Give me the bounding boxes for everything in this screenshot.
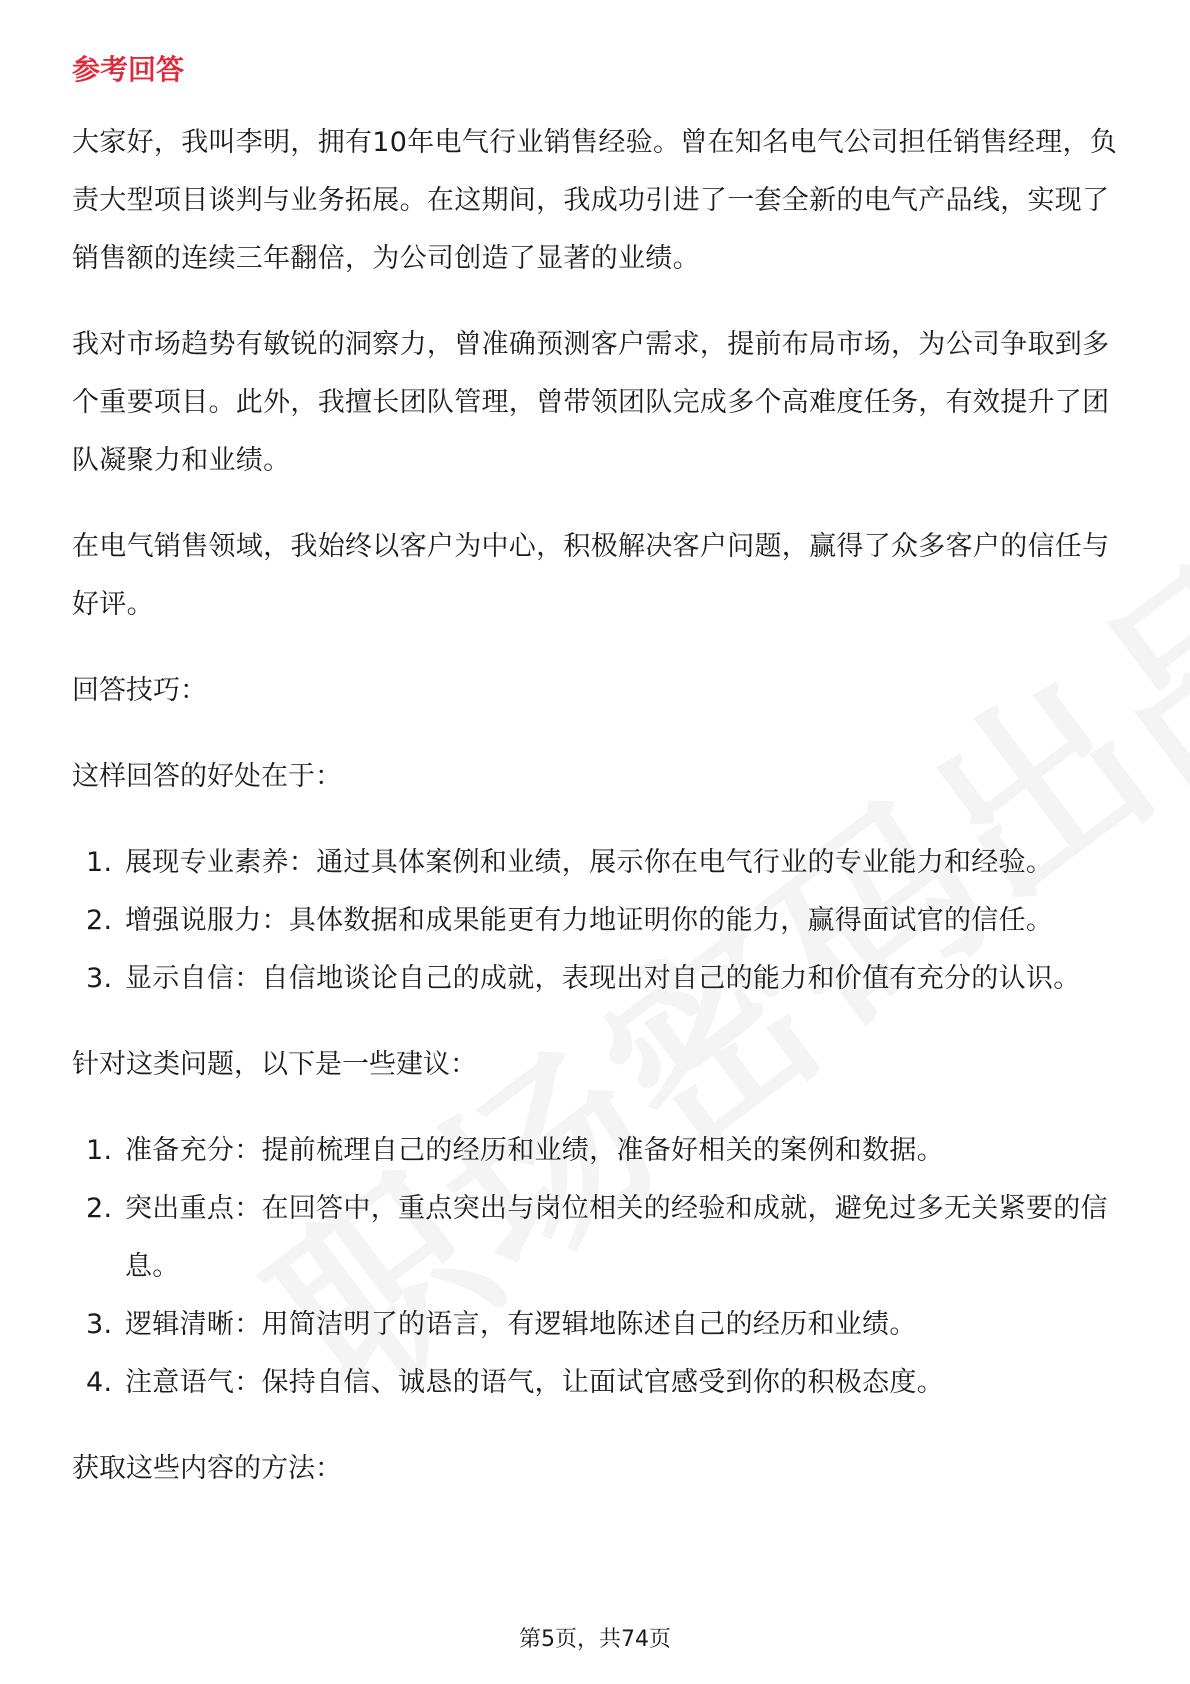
intro-paragraph-1: 大家好，我叫李明，拥有10年电气行业销售经验。曾在知名电气公司担任销售经理，负责大型项目谈判与业务拓展。在这期间，我成功引进了一套全新的电气产品线，实现了销售额的连续三年翻倍，为公司创造了显著的业绩。 [72, 127, 1118, 274]
intro-paragraph-2: 我对市场趋势有敏锐的洞察力，曾准确预测客户需求，提前布局市场，为公司争取到多个重要项目。此外，我擅长团队管理，曾带领团队完成多个高难度任务，有效提升了团队凝聚力和业绩。 [72, 329, 1110, 476]
list-item [72, 892, 1122, 950]
list-number: 2. [86, 905, 113, 936]
section-title: 参考回答 [72, 53, 185, 86]
tips-heading: 回答技巧： [72, 675, 207, 706]
advice-heading: 针对这类问题，以下是一些建议： [72, 1049, 477, 1080]
list-text: 逻辑清晰：用简洁明了的语言，有逻辑地陈述自己的经历和业绩。 [125, 1309, 917, 1340]
advice-list [72, 1122, 1122, 1412]
list-number: 1. [86, 847, 113, 878]
benefits-list [72, 834, 1122, 1008]
list-text: 增强说服力：具体数据和成果能更有力地证明你的能力，赢得面试官的信任。 [125, 905, 1054, 936]
document-page [72, 48, 1122, 1526]
list-item [72, 1354, 1122, 1412]
list-text: 准备充分：提前梳理自己的经历和业绩，准备好相关的案例和数据。 [125, 1135, 944, 1166]
list-text: 注意语气：保持自信、诚恳的语气，让面试官感受到你的积极态度。 [125, 1367, 944, 1398]
method-heading: 获取这些内容的方法： [72, 1453, 342, 1484]
list-number: 4. [86, 1367, 113, 1398]
list-item [72, 1180, 1122, 1296]
list-item [72, 950, 1122, 1008]
list-number: 3. [86, 1309, 113, 1340]
list-item [72, 834, 1122, 892]
intro-paragraph-3: 在电气销售领域，我始终以客户为中心，积极解决客户问题，赢得了众多客户的信任与好评。 [72, 531, 1110, 620]
list-text: 突出重点：在回答中，重点突出与岗位相关的经验和成就，避免过多无关紧要的信息。 [125, 1193, 1108, 1282]
list-item [72, 1296, 1122, 1354]
benefits-heading: 这样回答的好处在于： [72, 761, 342, 792]
list-text: 显示自信：自信地谈论自己的成就，表现出对自己的能力和价值有充分的认识。 [125, 963, 1081, 994]
list-number: 1. [86, 1135, 113, 1166]
list-number: 2. [86, 1193, 113, 1224]
list-number: 3. [86, 963, 113, 994]
page-footer: 第5页，共74页 [519, 1627, 671, 1652]
list-text: 展现专业素养：通过具体案例和业绩，展示你在电气行业的专业能力和经验。 [125, 847, 1054, 878]
list-item [72, 1122, 1122, 1180]
